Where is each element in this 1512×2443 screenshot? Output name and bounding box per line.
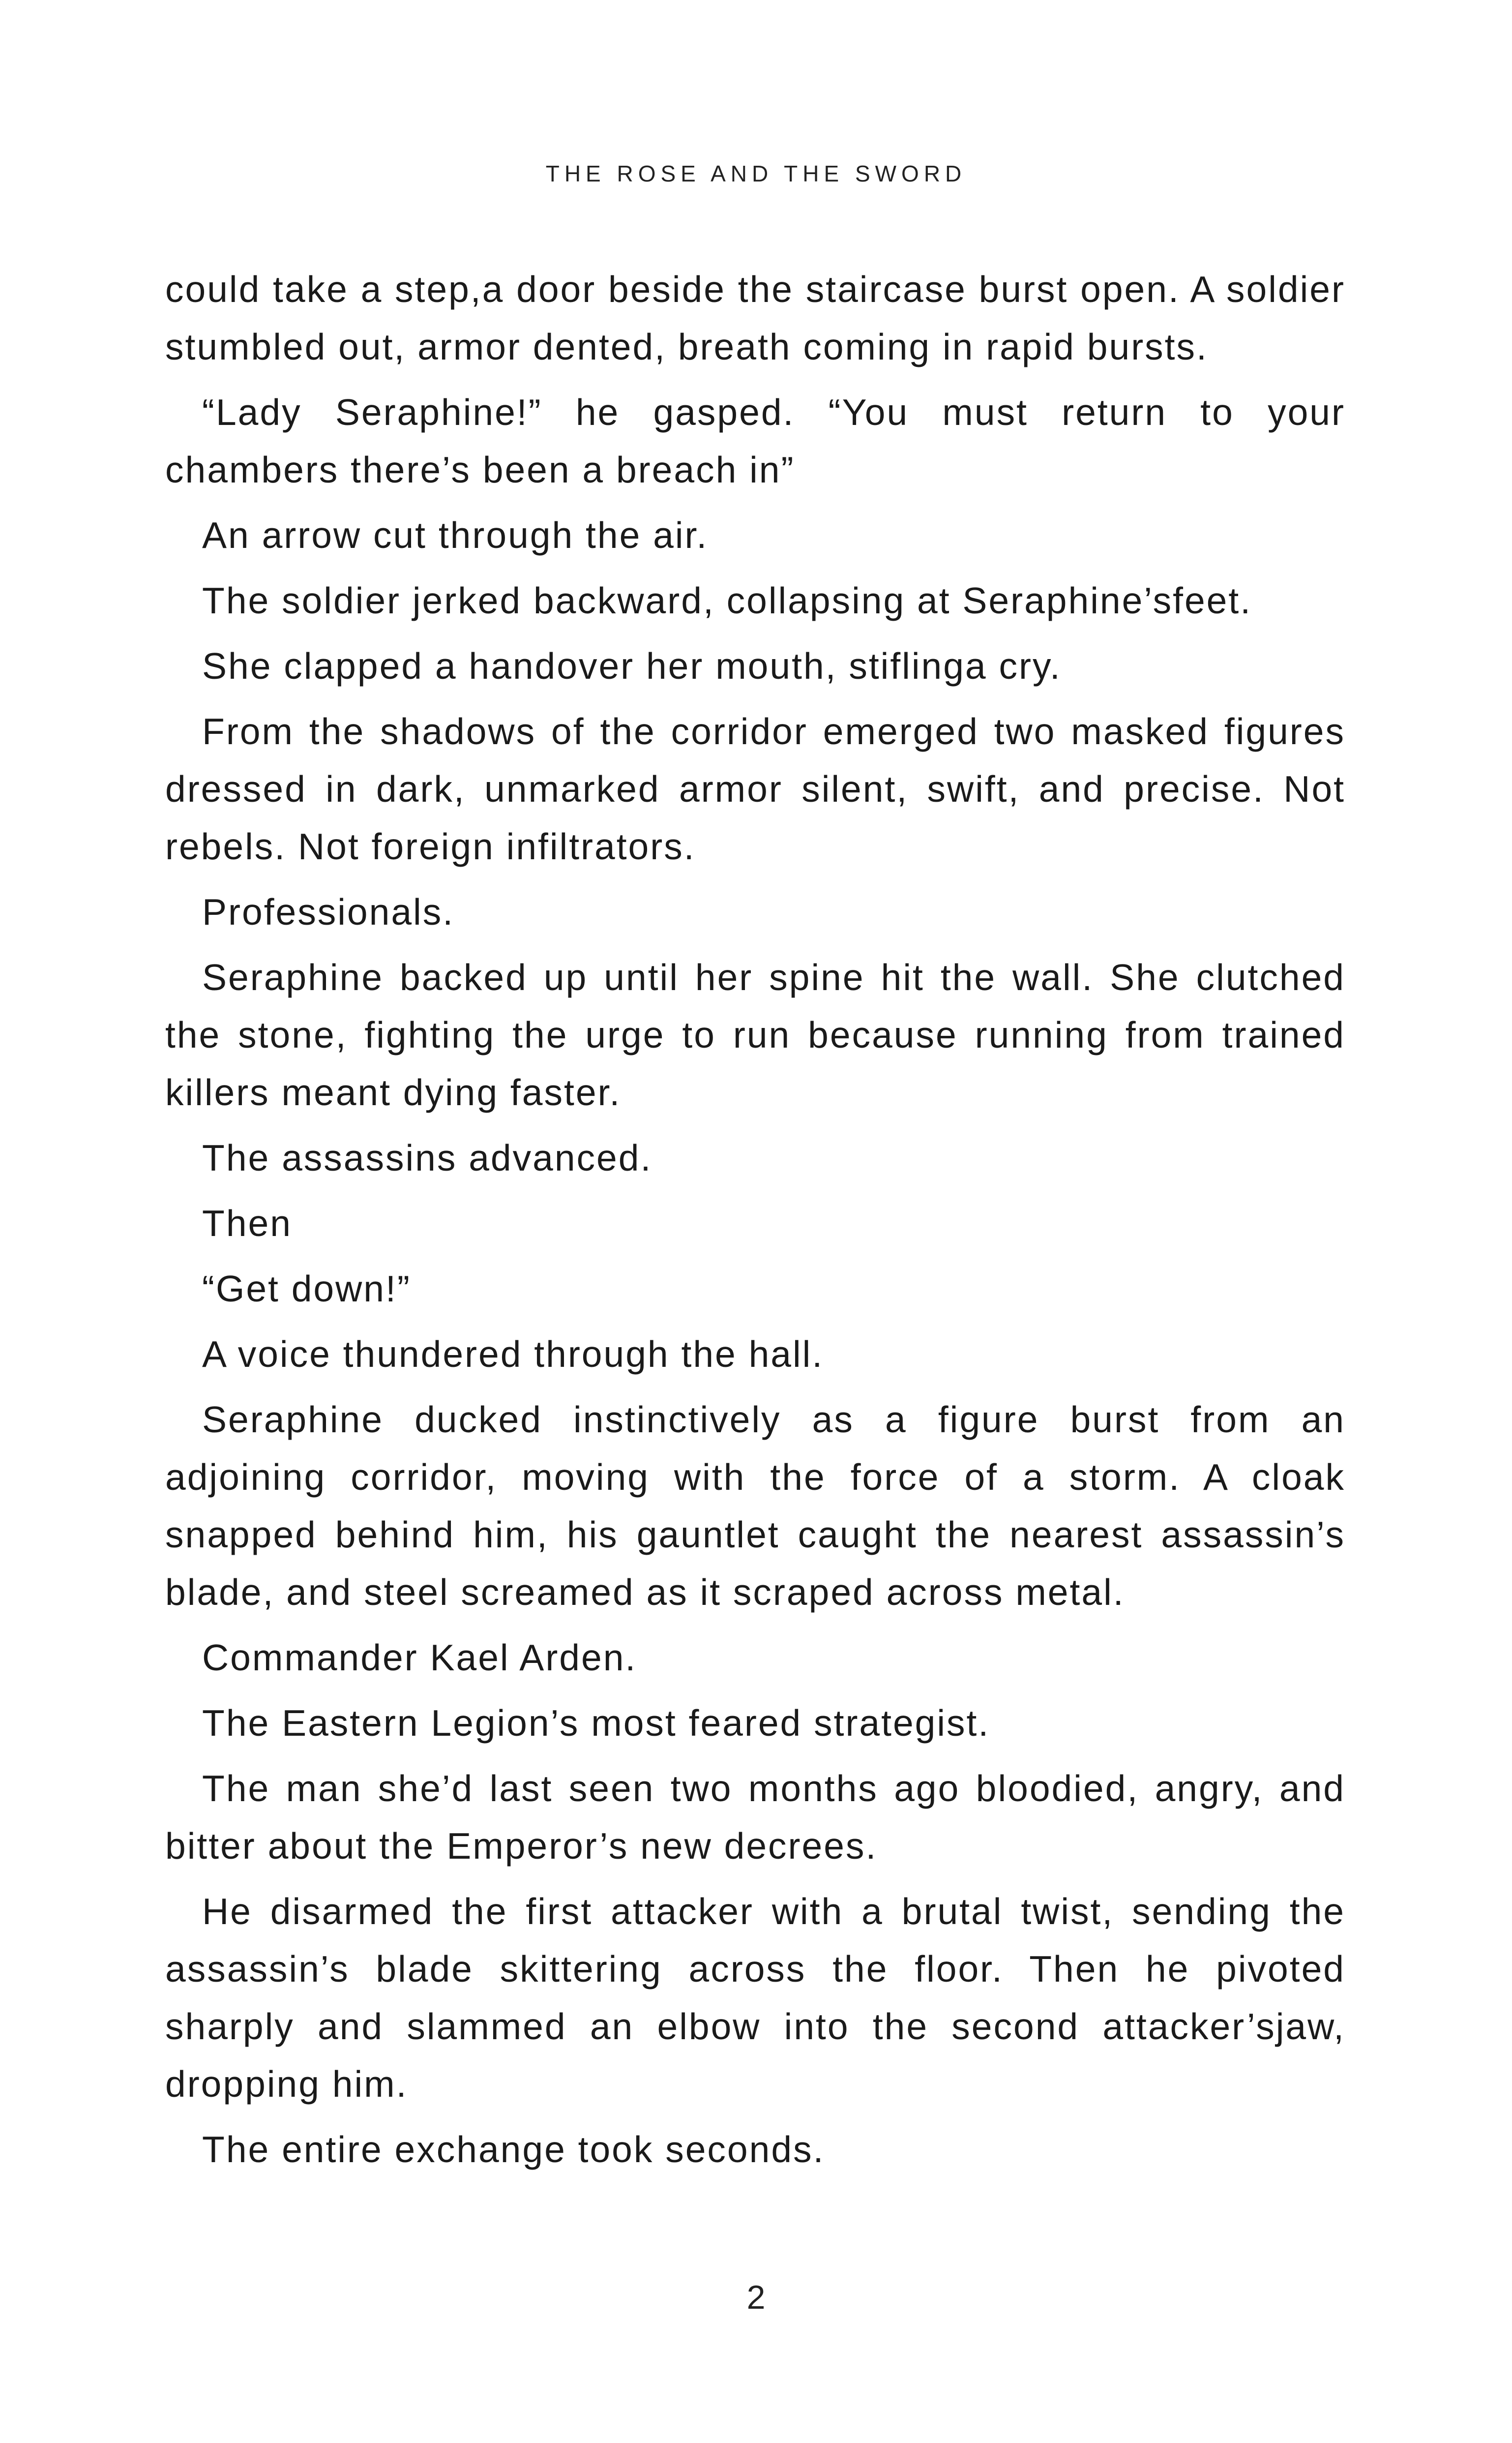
paragraph-masked-figures: From the shadows of the corridor emerged two masked figures dressed in dark, unmarked armor silent, swift, and precise. Not rebels. Not foreign infiltrators. [165, 711, 1345, 867]
page-number: 2 [746, 2279, 766, 2316]
paragraph-commander-name: Commander Kael Arden. [202, 1637, 637, 1678]
body-text [165, 261, 1345, 2186]
paragraph-clapped-hand: She clapped a handover her mouth, stiflinga cry. [202, 645, 1062, 687]
paragraph-assassins-advanced: The assassins advanced. [202, 1137, 652, 1178]
paragraph-figure-burst: Seraphine ducked instinctively as a figure burst from an adjoining corridor, moving with the force of a storm. A cloak snapped behind him, his gauntlet caught the nearest assassin’s blade, and steel screamed as it scraped across metal. [165, 1399, 1345, 1613]
paragraph-voice-thundered: A voice thundered through the hall. [202, 1333, 824, 1375]
paragraph-arrow: An arrow cut through the air. [202, 514, 709, 556]
paragraph-last-seen: The man she’d last seen two months ago bloodied, angry, and bitter about the Emperor’s new decrees. [165, 1768, 1345, 1867]
paragraph-continuation: could take a step,a door beside the staircase burst open. A soldier stumbled out, armor dented, breath coming in rapid bursts. [165, 269, 1345, 367]
paragraph-soldier-falls: The soldier jerked backward, collapsing at Seraphine’sfeet. [202, 580, 1252, 621]
paragraph-eastern-legion: The Eastern Legion’s most feared strategist. [202, 1702, 990, 1744]
paragraph-dialogue-soldier: “Lady Seraphine!” he gasped. “You must return to your chambers there’s been a breach in” [165, 392, 1345, 490]
paragraph-exchange-seconds: The entire exchange took seconds. [202, 2129, 825, 2170]
paragraph-then: Then [202, 1203, 292, 1244]
paragraph-backed-up: Seraphine backed up until her spine hit the wall. She clutched the stone, fighting the urge to run because running from trained killers meant dying faster. [165, 957, 1345, 1113]
paragraph-disarmed: He disarmed the first attacker with a brutal twist, sending the assassin’s blade skittering across the floor. Then he pivoted sharply and slammed an elbow into the second attacker’sjaw, dropping him. [165, 1891, 1345, 2105]
paragraph-get-down: “Get down!” [202, 1268, 411, 1309]
running-head-title: THE ROSE AND THE SWORD [545, 161, 967, 186]
paragraph-professionals: Professionals. [202, 891, 455, 933]
